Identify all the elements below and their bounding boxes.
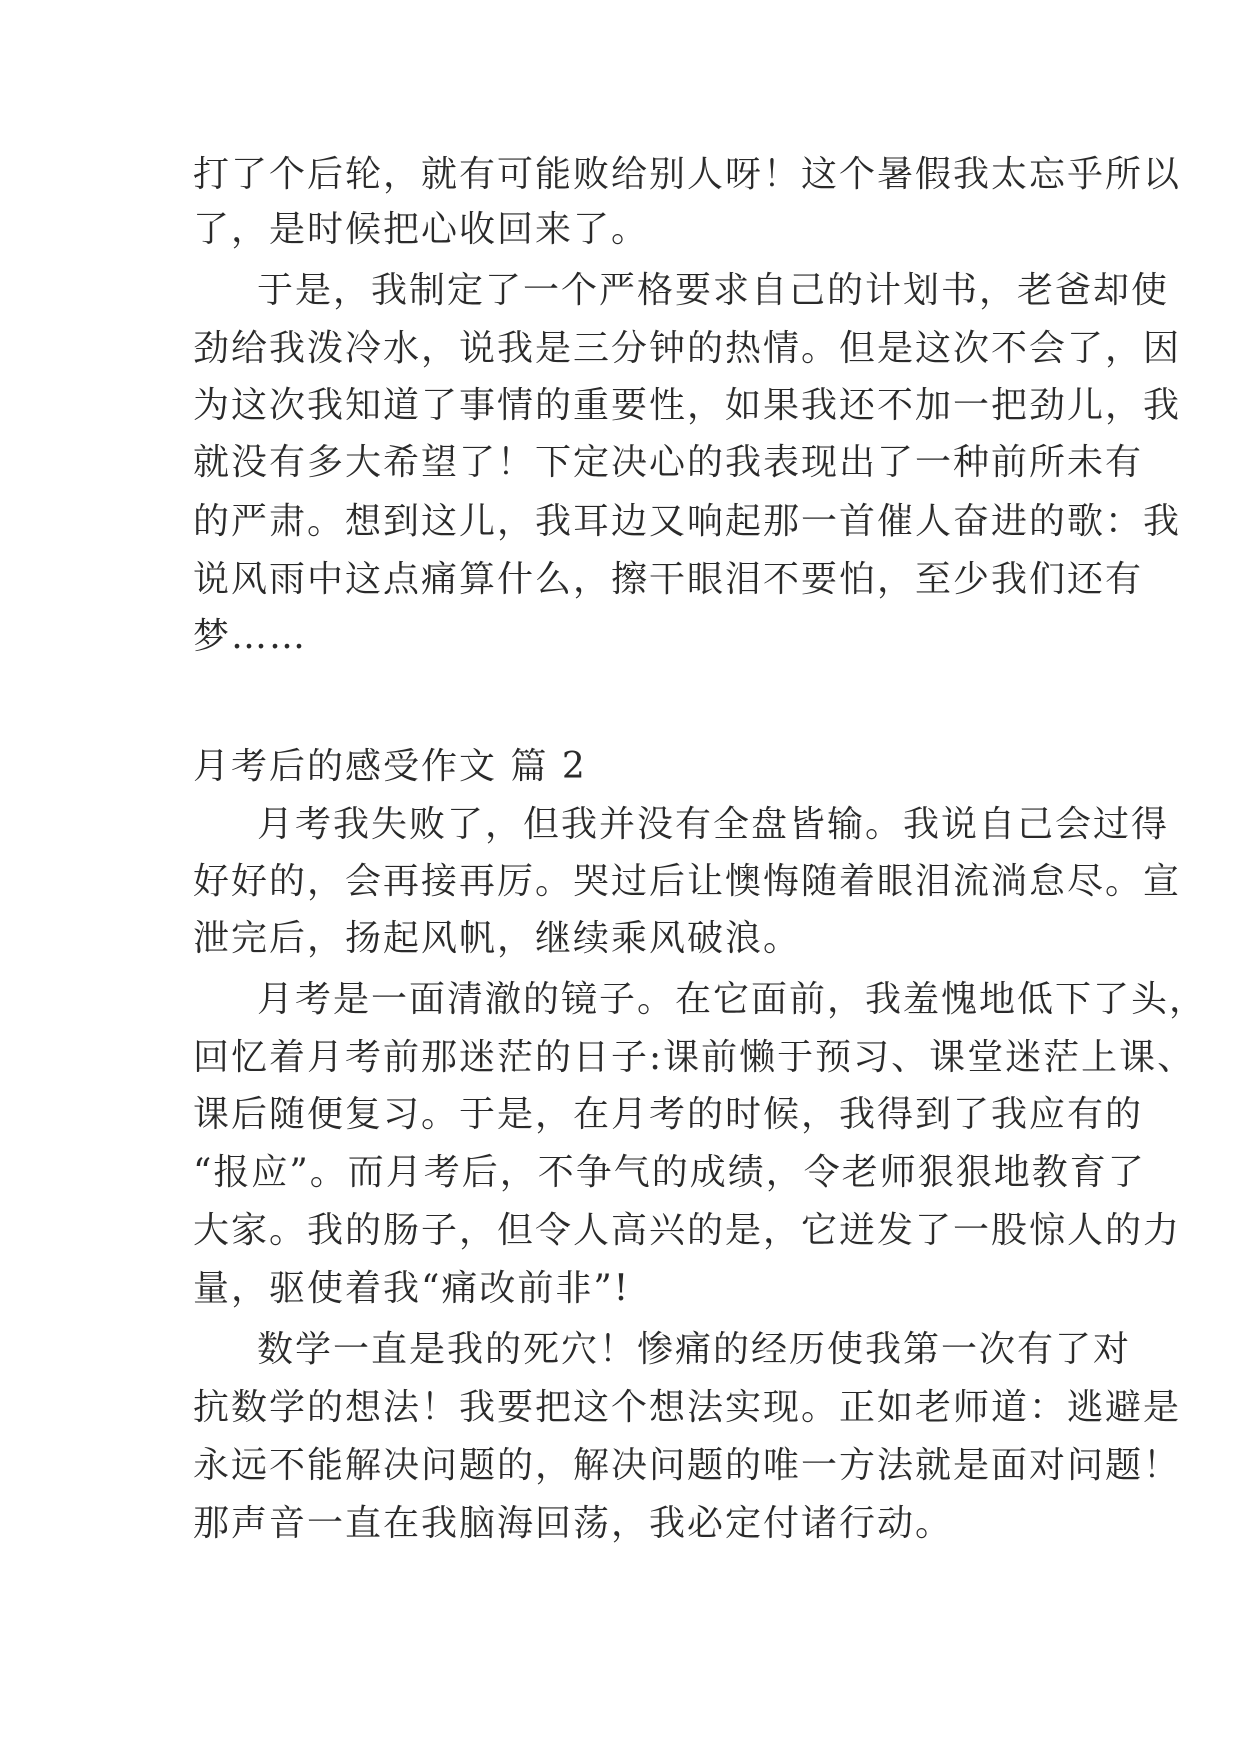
text-line: 就没有多大希望了！下定决心的我表现出了一种前所未有 — [193, 442, 1144, 483]
text-line: 的严肃。想到这儿，我耳边又响起那一首催人奋进的歌：我 — [193, 501, 1182, 542]
text-line: 数学一直是我的死穴！惨痛的经历使我第一次有了对 — [257, 1329, 1132, 1370]
text-line: 大家。我的肠子，但令人高兴的是，它迸发了一股惊人的力 — [193, 1210, 1182, 1251]
text-line: 了，是时候把心收回来了。 — [193, 209, 650, 250]
text-line: 课后随便复习。于是，在月考的时候，我得到了我应有的 — [193, 1094, 1144, 1135]
text-line: 回忆着月考前那迷茫的日子:课前懒于预习、课堂迷茫上课、 — [193, 1037, 1196, 1078]
text-line: 月考是一面清澈的镜子。在它面前，我羞愧地低下了头， — [257, 979, 1208, 1020]
text-line: 泄完后，扬起风帆，继续乘风破浪。 — [193, 918, 802, 959]
section-title: 月考后的感受作文 篇 2 — [193, 746, 587, 787]
text-line: 月考我失败了，但我并没有全盘皆输。我说自己会过得 — [257, 804, 1170, 845]
text-line: 量，驱使着我“痛改前非”! — [193, 1268, 631, 1309]
text-line: 劲给我泼冷水，说我是三分钟的热情。但是这次不会了，因 — [193, 328, 1182, 369]
text-line: 那声音一直在我脑海回荡，我必定付诸行动。 — [193, 1503, 954, 1544]
text-line: 抗数学的想法！我要把这个想法实现。正如老师道：逃避是 — [193, 1387, 1182, 1428]
text-line: 说风雨中这点痛算什么，擦干眼泪不要怕，至少我们还有 — [193, 559, 1144, 600]
text-line: 于是，我制定了一个严格要求自己的计划书，老爸却使 — [257, 270, 1170, 311]
text-line: 打了个后轮，就有可能败给别人呀！这个暑假我太忘乎所以 — [193, 154, 1182, 195]
text-line: 梦…… — [193, 616, 308, 657]
text-line: 好好的，会再接再厉。哭过后让懊悔随着眼泪流淌怠尽。宣 — [193, 861, 1182, 902]
text-line: 永远不能解决问题的，解决问题的唯一方法就是面对问题！ — [193, 1445, 1182, 1486]
text-line: “报应”。而月考后，不争气的成绩，令老师狠狠地教育了 — [193, 1152, 1146, 1193]
text-line: 为这次我知道了事情的重要性，如果我还不加一把劲儿，我 — [193, 385, 1182, 426]
